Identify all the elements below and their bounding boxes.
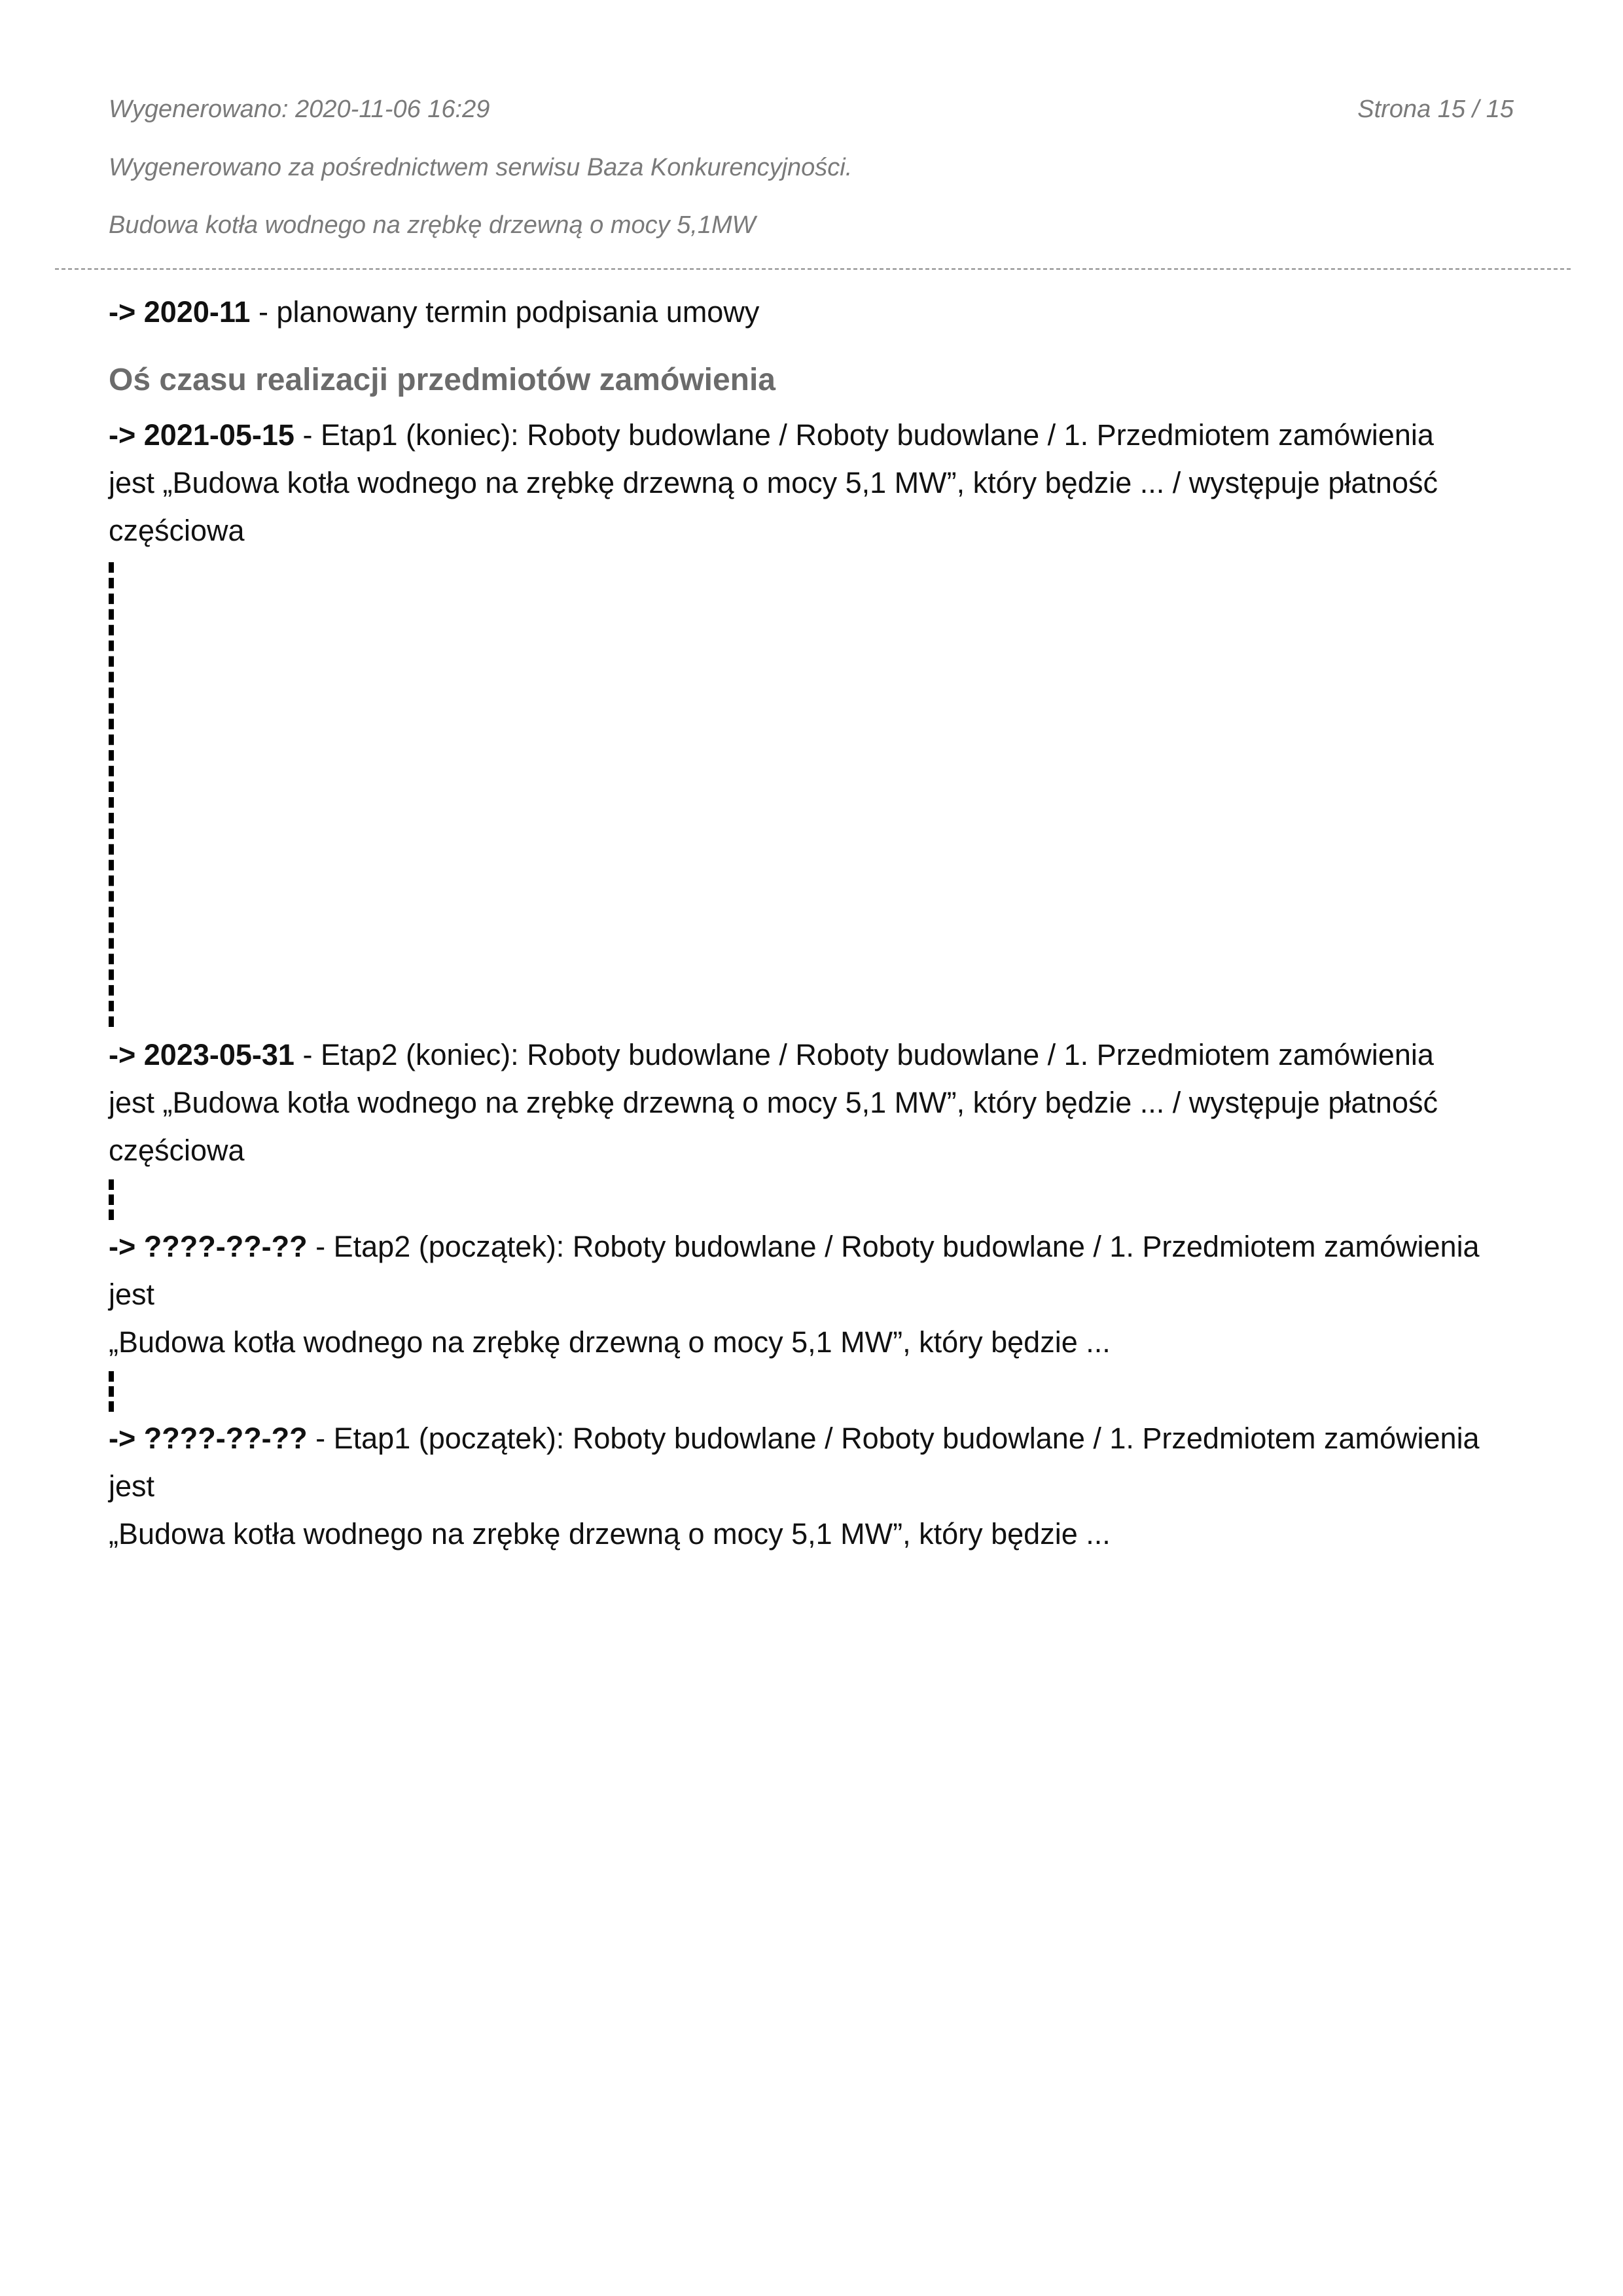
timeline-connector: [109, 1179, 114, 1220]
header-divider: [55, 268, 1571, 270]
entry-text: jest „Budowa kotła wodnego na zrębkę drzewną o mocy 5,1 MW”, który będzie ... / występuje płatność: [109, 1086, 1438, 1119]
generated-timestamp: Wygenerowano: 2020-11-06 16:29: [109, 96, 490, 123]
entry-text: częściowa: [109, 514, 245, 547]
document-body: [109, 288, 1529, 1558]
contract-date: -> 2020-11: [109, 295, 251, 329]
entry-text: częściowa: [109, 1134, 245, 1167]
source-note: Wygenerowano za pośrednictwem serwisu Baza Konkurencyjności.: [109, 154, 853, 181]
timeline-entry: [109, 1031, 1529, 1174]
timeline-heading: Oś czasu realizacji przedmiotów zamówienia: [109, 363, 776, 397]
entry-text: - Etap1 (początek): Roboty budowlane / Roboty budowlane / 1. Przedmiotem zamówienia jest: [109, 1422, 1480, 1503]
entry-text: „Budowa kotła wodnego na zrębkę drzewną o mocy 5,1 MW”, który będzie ...: [109, 1325, 1111, 1359]
entry-text: jest „Budowa kotła wodnego na zrębkę drzewną o mocy 5,1 MW”, który będzie ... / występuje płatność: [109, 466, 1438, 499]
contract-text: - planowany termin podpisania umowy: [250, 295, 760, 329]
document-subject: Budowa kotła wodnego na zrębkę drzewną o mocy 5,1MW: [109, 211, 756, 239]
page-number: Strona 15 / 15: [1357, 96, 1514, 123]
entry-date: -> ????-??-??: [109, 1230, 308, 1263]
entry-text: - Etap2 (koniec): Roboty budowlane / Roboty budowlane / 1. Przedmiotem zamówienia: [294, 1038, 1434, 1071]
timeline-entry: [109, 411, 1529, 554]
entry-date: -> 2023-05-31: [109, 1038, 294, 1071]
entry-text: „Budowa kotła wodnego na zrębkę drzewną o mocy 5,1 MW”, który będzie ...: [109, 1517, 1111, 1551]
entry-date: -> 2021-05-15: [109, 418, 294, 452]
timeline-connector: [109, 1371, 114, 1412]
entry-text: - Etap1 (koniec): Roboty budowlane / Roboty budowlane / 1. Przedmiotem zamówienia: [294, 418, 1434, 452]
timeline-connector: [109, 562, 114, 1027]
entry-date: -> ????-??-??: [109, 1422, 308, 1455]
entry-text: - Etap2 (początek): Roboty budowlane / Roboty budowlane / 1. Przedmiotem zamówienia jest: [109, 1230, 1480, 1311]
contract-signing-line: [109, 288, 1529, 336]
timeline-entry: [109, 1414, 1529, 1558]
timeline-entry: [109, 1223, 1529, 1366]
